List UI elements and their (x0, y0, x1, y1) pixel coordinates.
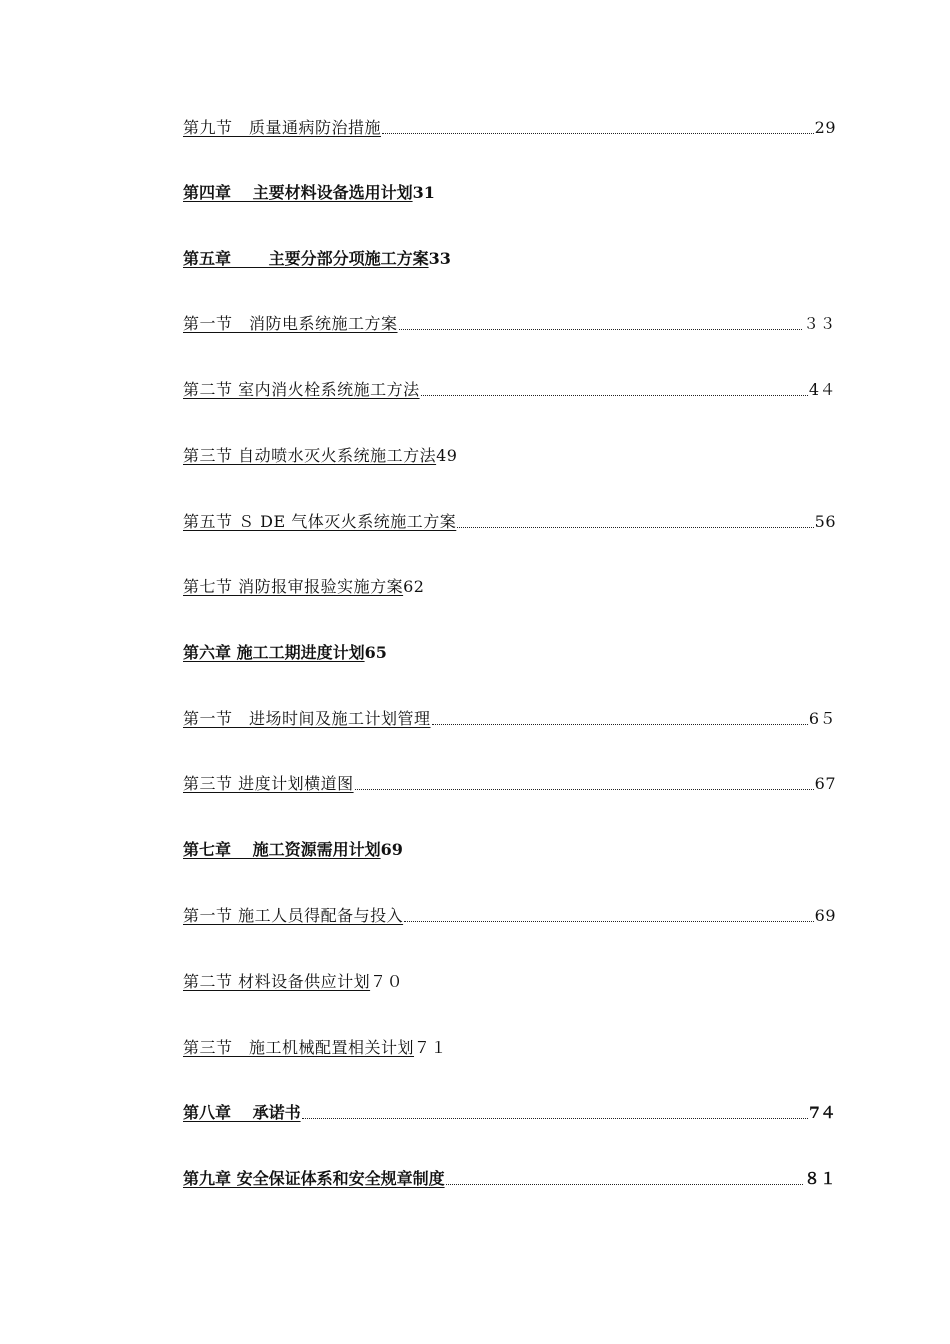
toc-entry-page: 69 (380, 840, 403, 859)
toc-entry-page: 6５ (808, 709, 836, 728)
toc-entry-label: 第五节 Ｓ DE 气体灭火系统施工方案 (183, 512, 457, 531)
toc-entry-label: 第六章 施工工期进度计划 (183, 643, 365, 662)
toc-entry-page: ８１ (803, 1169, 836, 1188)
toc-entry-page: ７０ (370, 972, 404, 991)
dot-leader (302, 1118, 808, 1119)
toc-entry-label: 第七章 施工资源需用计划 (183, 840, 381, 859)
toc-entry-label: 第二节 材料设备供应计划 (183, 972, 371, 991)
toc-entry-section[interactable] (183, 703, 836, 729)
toc-entry-page: 65 (364, 643, 387, 662)
toc-entry-section[interactable] (183, 768, 836, 794)
toc-entry-label: 第七节 消防报审报验实施方案 (183, 577, 404, 596)
toc-entry-label: 第一节 施工人员得配备与投入 (183, 906, 404, 925)
dot-leader (446, 1184, 803, 1185)
toc-entry-page: 69 (814, 906, 836, 925)
toc-entry-section[interactable] (183, 506, 836, 532)
toc-entry-page: 62 (403, 577, 425, 596)
toc-entry-label: 第五章 主要分部分项施工方案 (183, 249, 429, 268)
toc-entry-chapter[interactable] (183, 1163, 836, 1189)
toc-entry-page: ７１ (414, 1038, 448, 1057)
dot-leader (382, 133, 814, 134)
toc-entry-label: 第三节 施工机械配置相关计划 (183, 1038, 415, 1057)
toc-entry-section[interactable] (183, 112, 836, 138)
toc-entry-label: 第三节 自动喷水灭火系统施工方法 (183, 446, 437, 465)
toc-entry-page: 56 (814, 512, 836, 531)
toc-entry-label: 第一节 消防电系统施工方案 (183, 314, 398, 333)
dot-leader (457, 527, 813, 528)
toc-entry-page: 67 (814, 774, 836, 793)
dot-leader (432, 724, 808, 725)
toc-entry-section[interactable] (183, 374, 836, 400)
toc-entry-section[interactable] (183, 571, 424, 597)
toc-entry-page: ３３ (802, 314, 836, 333)
toc-entry-label: 第九节 质量通病防治措施 (183, 118, 382, 137)
toc-entry-page: 33 (428, 249, 451, 268)
toc-entry-section[interactable] (183, 1032, 447, 1058)
dot-leader (399, 329, 802, 330)
toc-entry-section[interactable] (183, 308, 836, 334)
dot-leader (421, 395, 808, 396)
toc-entry-section[interactable] (183, 900, 836, 926)
toc-entry-page: 7４ (808, 1103, 836, 1122)
toc-entry-label: 第九章 安全保证体系和安全规章制度 (183, 1169, 445, 1188)
toc-entry-chapter[interactable] (183, 1097, 836, 1123)
toc-entry-label: 第三节 进度计划横道图 (183, 774, 354, 793)
dot-leader (404, 921, 814, 922)
toc-entry-chapter[interactable] (183, 243, 451, 269)
toc-entry-label: 第八章 承诺书 (183, 1103, 301, 1122)
toc-entry-section[interactable] (183, 966, 403, 992)
toc-entry-page: 49 (436, 446, 458, 465)
toc-entry-chapter[interactable] (183, 637, 387, 663)
toc-entry-chapter[interactable] (183, 177, 435, 203)
toc-entry-section[interactable] (183, 440, 457, 466)
toc-entry-page: 31 (412, 183, 435, 202)
toc-entry-label: 第四章 主要材料设备选用计划 (183, 183, 413, 202)
toc-entry-page: 29 (814, 118, 836, 137)
toc-entry-label: 第二节 室内消火栓系统施工方法 (183, 380, 420, 399)
toc-entry-page: 4４ (808, 380, 836, 399)
toc-entry-label: 第一节 进场时间及施工计划管理 (183, 709, 431, 728)
toc-entry-chapter[interactable] (183, 834, 403, 860)
dot-leader (355, 789, 814, 790)
